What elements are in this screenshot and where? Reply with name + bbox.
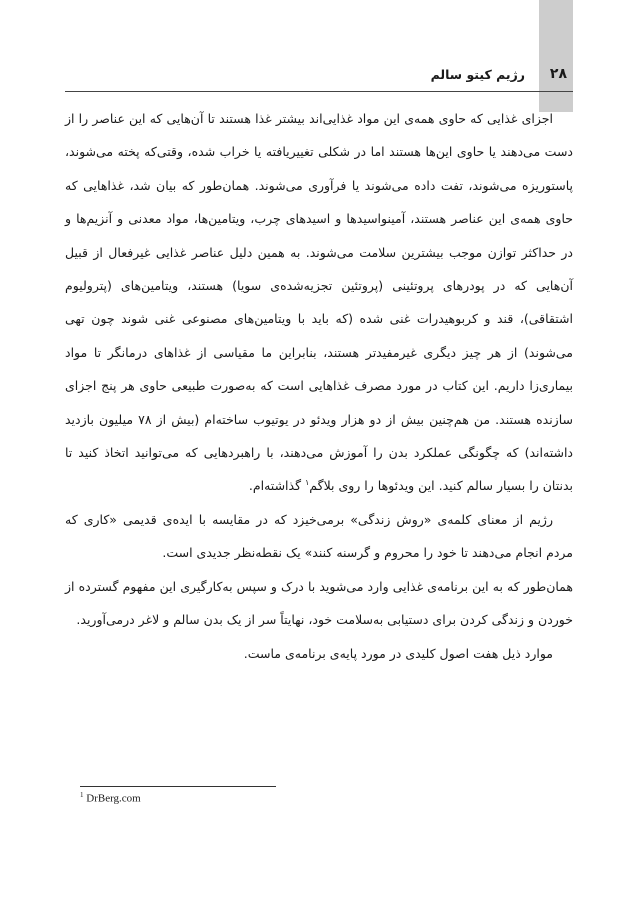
paragraph-2: رژیم از معنای کلمه‌ی «روش زندگی» برمی‌خیزد که در مقایسه با ایده‌ی قدیمی «کاری که مردم انجام می‌دهند تا خود را محروم و گرسنه کنند» یک نقطه‌نظر جدیدی است. (65, 511, 573, 561)
paragraph-1 (65, 102, 573, 503)
paragraph-1-text: اجزای غذایی که حاوی همه‌ی این مواد غذایی‌اند بیشتر غذا هستند تا آن‌هایی که این عناصر را از دست می‌دهند یا حاوی این‌ها هستند اما در شکلی تغییریافته یا خراب شده، وقتی‌که پخته می‌شوند، پاستوریزه می‌شوند، تفت داده می‌شوند یا فرآوری می‌شوند. همان‌طور که بیان شد، غذاهایی که حاوی همه‌ی این عناصر هستند، آمینواسیدها و اسیدهای چرب، ویتامین‌ها، مواد معدنی و آنزیم‌ها و در حداکثر توازن موجب بیشترین سلامت می‌شوند. به همین دلیل عناصر غذایی غیرفعال از قبیل آن‌هایی که در پودرهای پروتئینی (پروتئین تجزیه‌شده‌ی سویا) هستند، ویتامین‌های (پترولیوم اشتقاقی)، قند و کربوهیدرات غنی شده (که باید با ویتامین‌های مصنوعی غنی شوند چون تهی می‌شوند) از هر چیز دیگری غیرمفیدتر هستند، بنابراین ما مقیاسی از غذاهای درمانگر تا مواد بیماری‌زا داریم. این کتاب در مورد مصرف غذاهایی است که به‌صورت طبیعی حاوی هر پنج اجزای سازنده هستند. من هم‌چنین بیش از دو هزار ویدئو در یوتیوب ساخته‌ام (بیش از ۷۸ میلیون بازدید داشته‌اند) که چگونگی عملکرد بدن را آموزش می‌دهند، با راهبردهایی که می‌توانید اتخاذ کنید تا بدنتان را بسیار سالم کنید. این ویدئوها را روی بلاگم (65, 111, 573, 494)
footnote (80, 791, 141, 805)
paragraph-4: موارد ذیل هفت اصول کلیدی در مورد پایه‌ی برنامه‌ی ماست. (243, 645, 553, 661)
page-number: ۲۸ (549, 66, 567, 82)
book-title: رژیم کیتو سالم (430, 67, 525, 82)
footnote-marker: ۱ (305, 478, 310, 488)
paragraph-1-tail: گذاشته‌ام. (248, 478, 305, 494)
page-header (65, 66, 573, 88)
main-text (65, 102, 573, 670)
header-rule (65, 91, 573, 92)
footnote-text: DrBerg.com (86, 792, 141, 805)
page-edge-tab (539, 0, 573, 112)
footnote-rule (80, 786, 276, 787)
footnote-number: 1 (80, 791, 84, 799)
paragraph-3: همان‌طور که به این برنامه‌ی غذایی وارد می‌شوید با درک و سپس به‌کارگیری این مفهوم گسترده از خوردن و زندگی کردن برای دستیابی به‌سلامت خود، نهایتاً سر از یک بدن سالم و لاغر درمی‌آورید. (65, 578, 573, 628)
